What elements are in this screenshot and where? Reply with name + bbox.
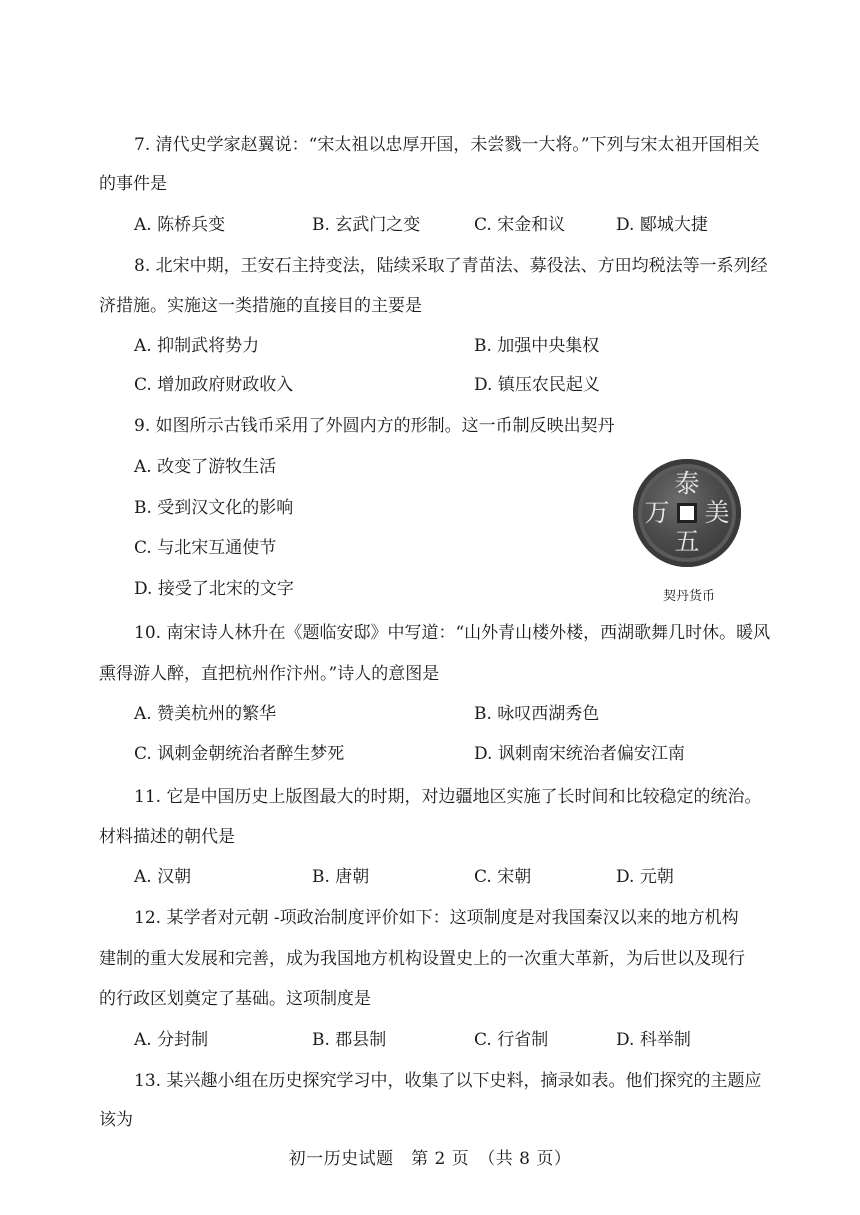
- q12-stem-line3: 的行政区划奠定了基础。这项制度是: [99, 989, 371, 1009]
- coin-char-bottom: 五: [674, 527, 700, 556]
- q8-stem-line2: 济措施。实施这一类措施的直接目的主要是: [99, 296, 422, 316]
- q7-stem-line1: 7. 清代史学家赵翼说：“宋太祖以忠厚开国，未尝戮一大将。”下列与宋太祖开国相关: [134, 135, 760, 155]
- q7-option-c: C. 宋金和议: [474, 215, 566, 235]
- coin-caption: 契丹货币: [662, 589, 715, 604]
- q7-option-a: A. 陈桥兵变: [134, 215, 226, 235]
- q11-stem-line1: 11. 它是中国历史上版图最大的时期，对边疆地区实施了长时间和比较稳定的统治。: [134, 787, 762, 807]
- q10-option-b: B. 咏叹西湖秀色: [474, 704, 600, 724]
- q13-stem-line2: 该为: [99, 1110, 133, 1130]
- q9-option-d: D. 接受了北宋的文字: [134, 579, 294, 599]
- q12-stem-line2: 建制的重大发展和完善，成为我国地方机构设置史上的一次重大革新，为后世以及现行: [99, 949, 745, 969]
- q10-option-c: C. 讽刺金朝统治者醉生梦死: [134, 744, 345, 764]
- coin-square-hole: [677, 503, 697, 523]
- coin-char-top: 泰: [674, 469, 700, 498]
- q11-option-a: A. 汉朝: [134, 867, 192, 887]
- q10-stem-line2: 熏得游人醉，直把杭州作汴州。”诗人的意图是: [99, 664, 440, 684]
- coin-char-left: 万: [644, 498, 670, 527]
- q7-stem-line2: 的事件是: [99, 174, 167, 194]
- q10-option-d: D. 讽刺南宋统治者偏安江南: [474, 744, 685, 764]
- coin-char-right: 美: [704, 498, 730, 527]
- q9-option-c: C. 与北宋互通使节: [134, 538, 277, 558]
- q10-option-a: A. 赞美杭州的繁华: [134, 704, 277, 724]
- coin-figure: [630, 459, 748, 607]
- q11-option-d: D. 元朝: [616, 867, 674, 887]
- q11-option-c: C. 宋朝: [474, 867, 532, 887]
- q11-option-b: B. 唐朝: [312, 867, 370, 887]
- q12-option-a: A. 分封制: [134, 1030, 209, 1050]
- q9-stem: 9. 如图所示古钱币采用了外圆内方的形制。这一币制反映出契丹: [134, 416, 615, 436]
- q8-option-b: B. 加强中央集权: [474, 336, 600, 356]
- q12-option-b: B. 郡县制: [312, 1030, 387, 1050]
- q11-stem-line2: 材料描述的朝代是: [99, 827, 235, 847]
- q12-option-d: D. 科举制: [616, 1030, 691, 1050]
- q8-option-d: D. 镇压农民起义: [474, 375, 600, 395]
- q13-stem-line1: 13. 某兴趣小组在历史探究学习中，收集了以下史料，摘录如表。他们探究的主题应: [134, 1071, 762, 1091]
- q10-stem-line1: 10. 南宋诗人林升在《题临安邸》中写道：“山外青山楼外楼，西湖歌舞几时休。暖风: [134, 623, 771, 643]
- page-footer: 初一历史试题 第 2 页 （共 8 页）: [288, 1149, 572, 1169]
- q12-option-c: C. 行省制: [474, 1030, 549, 1050]
- q12-stem-line1: 12. 某学者对元朝 -项政治制度评价如下：这项制度是对我国秦汉以来的地方机构: [134, 908, 739, 928]
- khitan-coin-image: [633, 459, 741, 567]
- q8-option-c: C. 增加政府财政收入: [134, 375, 294, 395]
- q9-option-b: B. 受到汉文化的影响: [134, 498, 294, 518]
- q9-option-a: A. 改变了游牧生活: [134, 457, 277, 477]
- q7-option-b: B. 玄武门之变: [312, 215, 421, 235]
- q8-stem-line1: 8. 北宋中期，王安石主持变法，陆续采取了青苗法、募役法、方田均税法等一系列经: [134, 256, 768, 276]
- q8-option-a: A. 抑制武将势力: [134, 336, 260, 356]
- q7-option-d: D. 郾城大捷: [616, 215, 708, 235]
